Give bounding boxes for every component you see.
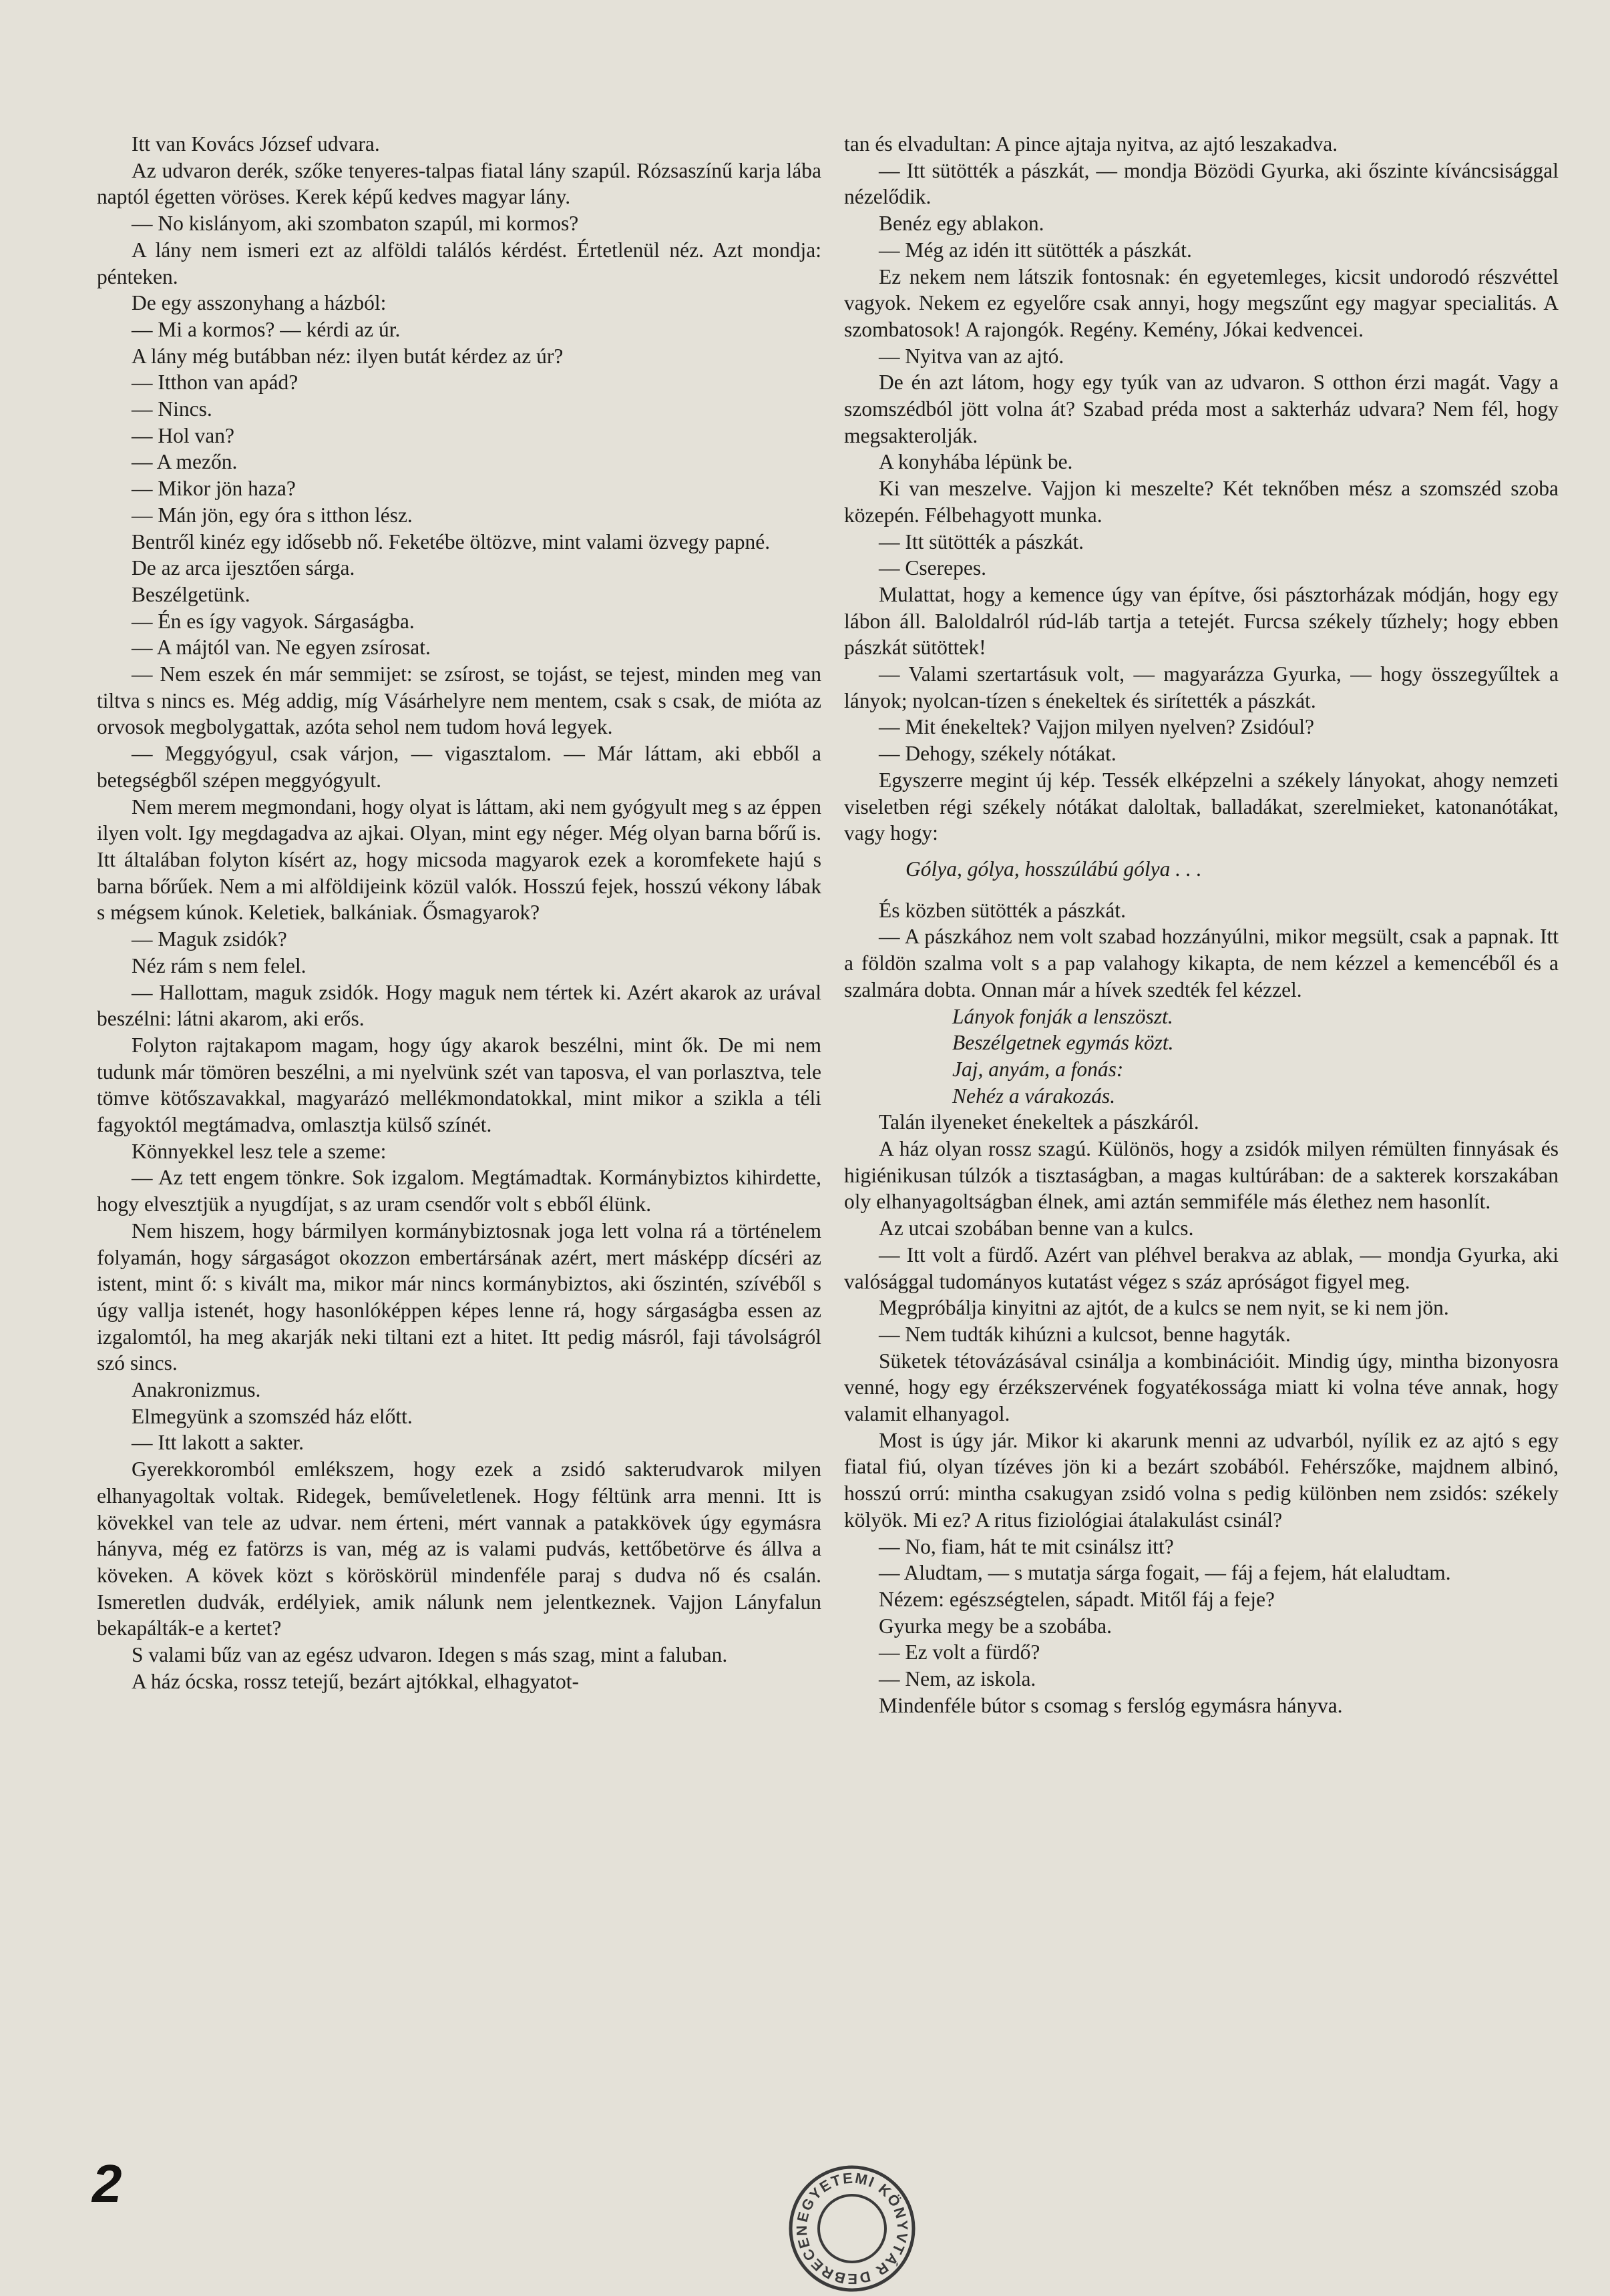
paragraph: De én azt látom, hogy egy tyúk van az udvaron. S otthon érzi magát. Vagy a szomszédból jött volna át? Szabad préda most a sakterház udvara? Nem fél, hogy megsakterolják. [844,371,1559,447]
paragraph: És közben sütötték a pászkát. [879,898,1127,922]
dialogue-line: — A mezőn. [132,450,238,474]
paragraph: Most is úgy jár. Mikor ki akarunk menni az udvarból, nyílik ez az ajtó s egy fiatal fiú, olyan tízéves jön ki a bezárt szobából. Fehérszőke, majdnem albinó, hosszú orrú: mintha csakugyan zsidó volna s pedig különben nem zsidós: székely kölyök. Mi ez? A ritus fiziológiai átalakulást csinál? [844,1428,1559,1532]
dialogue-line: — Mikor jön haza? [132,477,296,501]
paragraph: S valami bűz van az egész udvaron. Idegen s más szag, mint a faluban. [132,1643,728,1667]
paragraph: Benéz egy ablakon. [879,212,1044,236]
paragraph: Gyurka megy be a szobába. [879,1614,1112,1638]
paragraph: Az utcai szobában benne van a kulcs. [879,1216,1194,1240]
dialogue-line: — Nem eszek én már semmijet: se zsírost, se tojást, se tejest, minden meg van tiltva s nincs es. Még addig, míg Vásárhelyre nem mentem, csak s csak, de mióta az orvosok megbolygattak, azóta sehol nem tudom hová legyek. [97,662,821,739]
paragraph: A konyhába lépünk be. [879,450,1073,474]
paragraph: Elmegyünk a szomszéd ház előtt. [132,1404,413,1428]
dialogue-line: — A májtól van. Ne egyen zsírosat. [132,636,431,660]
dialogue-line: — Hallottam, maguk zsidók. Hogy maguk nem tértek ki. Azért akarok az urával beszélni: látni akarom, aki erős. [97,980,821,1031]
dialogue-line: — Nem tudták kihúzni a kulcsot, benne hagyták. [879,1322,1291,1346]
paragraph: De egy asszonyhang a házból: [132,291,387,315]
right-column [844,131,1559,1718]
paragraph: Könnyekkel lesz tele a szeme: [132,1139,387,1163]
dialogue-line: — Én es így vagyok. Sárgaságba. [132,609,415,633]
song-quote: Gólya, gólya, hosszúlábú gólya . . . [905,857,1202,881]
paragraph: Talán ilyeneket énekeltek a pászkáról. [879,1110,1199,1134]
page-number: 2 [92,2154,122,2213]
verse-line: Jaj, anyám, a fonás: [952,1057,1124,1081]
stamp-inner-ring [819,2195,885,2262]
dialogue-line: — Meggyógyul, csak várjon, — vigasztalom. — Már láttam, aki ebből a betegségből szépen meggyógyult. [97,742,821,792]
dialogue-line: — Itt volt a fürdő. Azért van pléhvel berakva az ablak, — mondja Gyurka, aki valósággal tudományos kutatást végez s száz apróságot figyel meg. [844,1242,1559,1293]
paragraph: De az arca ijesztően sárga. [132,556,355,580]
dialogue-line: — Ez volt a fürdő? [879,1640,1040,1664]
dialogue-line: — Mit énekeltek? Vajjon milyen nyelven? Zsidóul? [879,715,1315,739]
dialogue-line: — Aludtam, — s mutatja sárga fogait, — fáj a fejem, hát elaludtam. [879,1561,1451,1585]
paragraph: A ház ócska, rossz tetejű, bezárt ajtókkal, elhagyatot- [132,1669,579,1693]
dialogue-line: — Nem, az iskola. [879,1667,1036,1691]
dialogue-line: — Dehogy, székely nótákat. [879,742,1117,766]
dialogue-line: — Cserepes. [879,556,986,580]
paragraph: Nem merem megmondani, hogy olyat is láttam, aki nem gyógyult meg s az éppen ilyen volt. Igy megdagadva az ajkai. Olyan, mint egy néger. Még olyan barna bőrű is. Itt általában folyton kísért az, hogy micsoda magyarok ezek a koromfekete hajú s barna bőrűek. Nem a mi alföldijeink közül valók. Hosszú fejek, hosszú vékony lábak s mégsem kúnok. Keletiek, balkániak. Ősmagyarok? [97,794,821,925]
dialogue-line: — Mán jön, egy óra s itthon lész. [132,503,413,527]
paragraph: Nézem: egészségtelen, sápadt. Mitől fáj a feje? [879,1587,1275,1611]
paragraph: Egyszerre megint új kép. Tessék elképzelni a székely lányokat, ahogy nemzeti viseletben régi székely nótákat daloltak, balladákat, szerelmieket, katonanótákat, vagy hogy: [844,768,1559,845]
dialogue-line: — Itthon van apád? [132,371,298,395]
paragraph: Az udvaron derék, szőke tenyeres-talpas fiatal lány szapúl. Rózsaszínű karja lába naptól égetten vöröses. Kerek képű kedves magyar lány. [97,158,821,209]
dialogue-line: — Még az idén itt sütötték a pászkát. [879,238,1192,262]
dialogue-line: — Maguk zsidók? [132,927,287,951]
dialogue-line: — Valami szertartásuk volt, — magyarázza Gyurka, — hogy összegyűltek a lányok; nyolcan-tízen s énekeltek és sirítették a pászkát. [844,662,1559,712]
dialogue-line: — Itt sütötték a pászkát, — mondja Bözödi Gyurka, aki őszinte kíváncsisággal nézelődik. [844,158,1559,209]
stamp-text: EGYETEMI KÖNYVTÁR DEBRECEN [793,2169,912,2288]
paragraph: Megpróbálja kinyitni az ajtót, de a kulcs se nem nyit, se ki nem jön. [879,1296,1449,1320]
verse-line: Nehéz a várakozás. [952,1084,1116,1108]
dialogue-line: — No, fiam, hát te mit csinálsz itt? [879,1534,1174,1558]
verse-line: Beszélgetnek egymás közt. [952,1031,1174,1055]
dialogue-line: — Nincs. [132,397,212,421]
paragraph: Nem hiszem, hogy bármilyen kormánybiztosnak joga lett volna rá a történelem folyamán, hogy sárgaságot okozzon embertársának azért, mert másképp dícséri az istent, mint ő: s kivált ma, mikor már nincs kormánybiztos, aki őszintén, szívéből s úgy vallja istenét, hogy hasonlóképpen képes lenne rá, hogy sárgaságba essen az izgalomtól, ha meg akarják neki tiltani ezt a hitet. Itt pedig másról, faji távolságról szó sincs. [97,1218,821,1375]
paragraph: Gyerekkoromból emlékszem, hogy ezek a zsidó sakterudvarok milyen elhanyagoltak voltak. Ridegek, beműveletlenek. Hogy féltünk arra menni. Itt is kövekkel van tele az udvar. nem érteni, mért vannak a patakkövek úgy egymásra hányva, még ez fatörzs is van, még az is valami pudvás, kettőbetörve és állva a köveken. A kövek közt s köröskörül mindenféle paraj s dudva nő és csalán. Ismeretlen dudvák, erdélyiek, amik nálunk nem jelentkeznek. Vajjon Lányfalun bekapálták-e a kertet? [97,1457,821,1640]
dialogue-line: — A pászkához nem volt szabad hozzányúlni, mikor megsült, csak a papnak. Itt a földön szalma volt s a pap valahogy kikapta, de nem kézzel a kemencéből és a szalmára dobta. Onnan már a hívek szedték fel kézzel. [844,925,1559,1001]
paragraph: Ez nekem nem látszik fontosnak: én egyetemleges, kicsit undorodó részvéttel vagyok. Nekem ez egyelőre csak annyi, hogy megszűnt egy magyar specialitás. A szombatosok! A rajongók. Regény. Kemény, Jókai kedvencei. [844,264,1559,341]
paragraph: A lány nem ismeri ezt az alföldi találós kérdést. Értetlenül néz. Azt mondja: pénteken. [97,238,821,288]
dialogue-line: — Hol van? [132,423,234,447]
paragraph: Beszélgetünk. [132,582,250,606]
paragraph: A ház olyan rossz szagú. Különös, hogy a zsidók milyen rémülten finnyásak és higiénikusan túlzók a tisztaságban, a magas kultúrában: de a sakterek korszakában oly elhanyagoltságban élnek, ami aztán semmiféle más élethez nem hasonlít. [844,1137,1559,1214]
verse-line: Lányok fonják a lenszöszt. [952,1004,1173,1028]
dialogue-line: — No kislányom, aki szombaton szapúl, mi kormos? [132,212,579,236]
paragraph: Néz rám s nem felel. [132,953,307,977]
paragraph: Mulattat, hogy a kemence úgy van építve, ősi pásztorházak módján, hogy egy lábon áll. Baloldalról rúd-láb tartja a tetejét. Furcsa székely tűzhely; hogy ebben pászkát sütöttek! [844,582,1559,660]
paragraph: Anakronizmus. [132,1378,261,1402]
dialogue-line: — Nyitva van az ajtó. [879,344,1064,368]
library-stamp [785,2162,919,2295]
paragraph: Folyton rajtakapom magam, hogy úgy akarok beszélni, mint ők. De mi nem tudunk már tömören beszélni, a mi nyelvünk szét van taposva, el van porlasztva, tele tömve kötőszavakkal, magyarázó mellékmondatokkal, mint mikor a szikla a téli fagyoktól megtámadva, omlasztja külső színét. [97,1033,821,1137]
left-column [97,131,821,1694]
paragraph: Itt van Kovács József udvara. [132,132,380,156]
dialogue-line: — Az tett engem tönkre. Sok izgalom. Megtámadtak. Kormánybiztos kihirdette, hogy elvesztjük a nyugdíjat, s az uram csendőr volt s ebből élünk. [97,1166,821,1216]
paragraph: A lány még butábban néz: ilyen butát kérdez az úr? [132,344,564,368]
paragraph: Süketek tétovázásával csinálja a kombinációit. Mindig úgy, mintha bizonyosra venné, hogy egy érzékszervének fogyatékossága miatt ki volna téve annak, hogy valamit elhanyagol. [844,1349,1559,1426]
paragraph: Bentről kinéz egy idősebb nő. Feketébe öltözve, mint valami özvegy papné. [132,529,771,553]
paragraph: tan és elvadultan: A pince ajtaja nyitva, az ajtó leszakadva. [844,132,1338,156]
paragraph: Mindenféle bútor s csomag s ferslóg egymásra hányva. [879,1693,1343,1717]
dialogue-line: — Itt lakott a sakter. [132,1431,305,1455]
dialogue-line: — Mi a kormos? — kérdi az úr. [132,317,401,341]
dialogue-line: — Itt sütötték a pászkát. [879,529,1084,553]
paragraph: Ki van meszelve. Vajjon ki meszelte? Két teknőben mész a szomszéd szoba közepén. Félbehagyott munka. [844,477,1559,527]
